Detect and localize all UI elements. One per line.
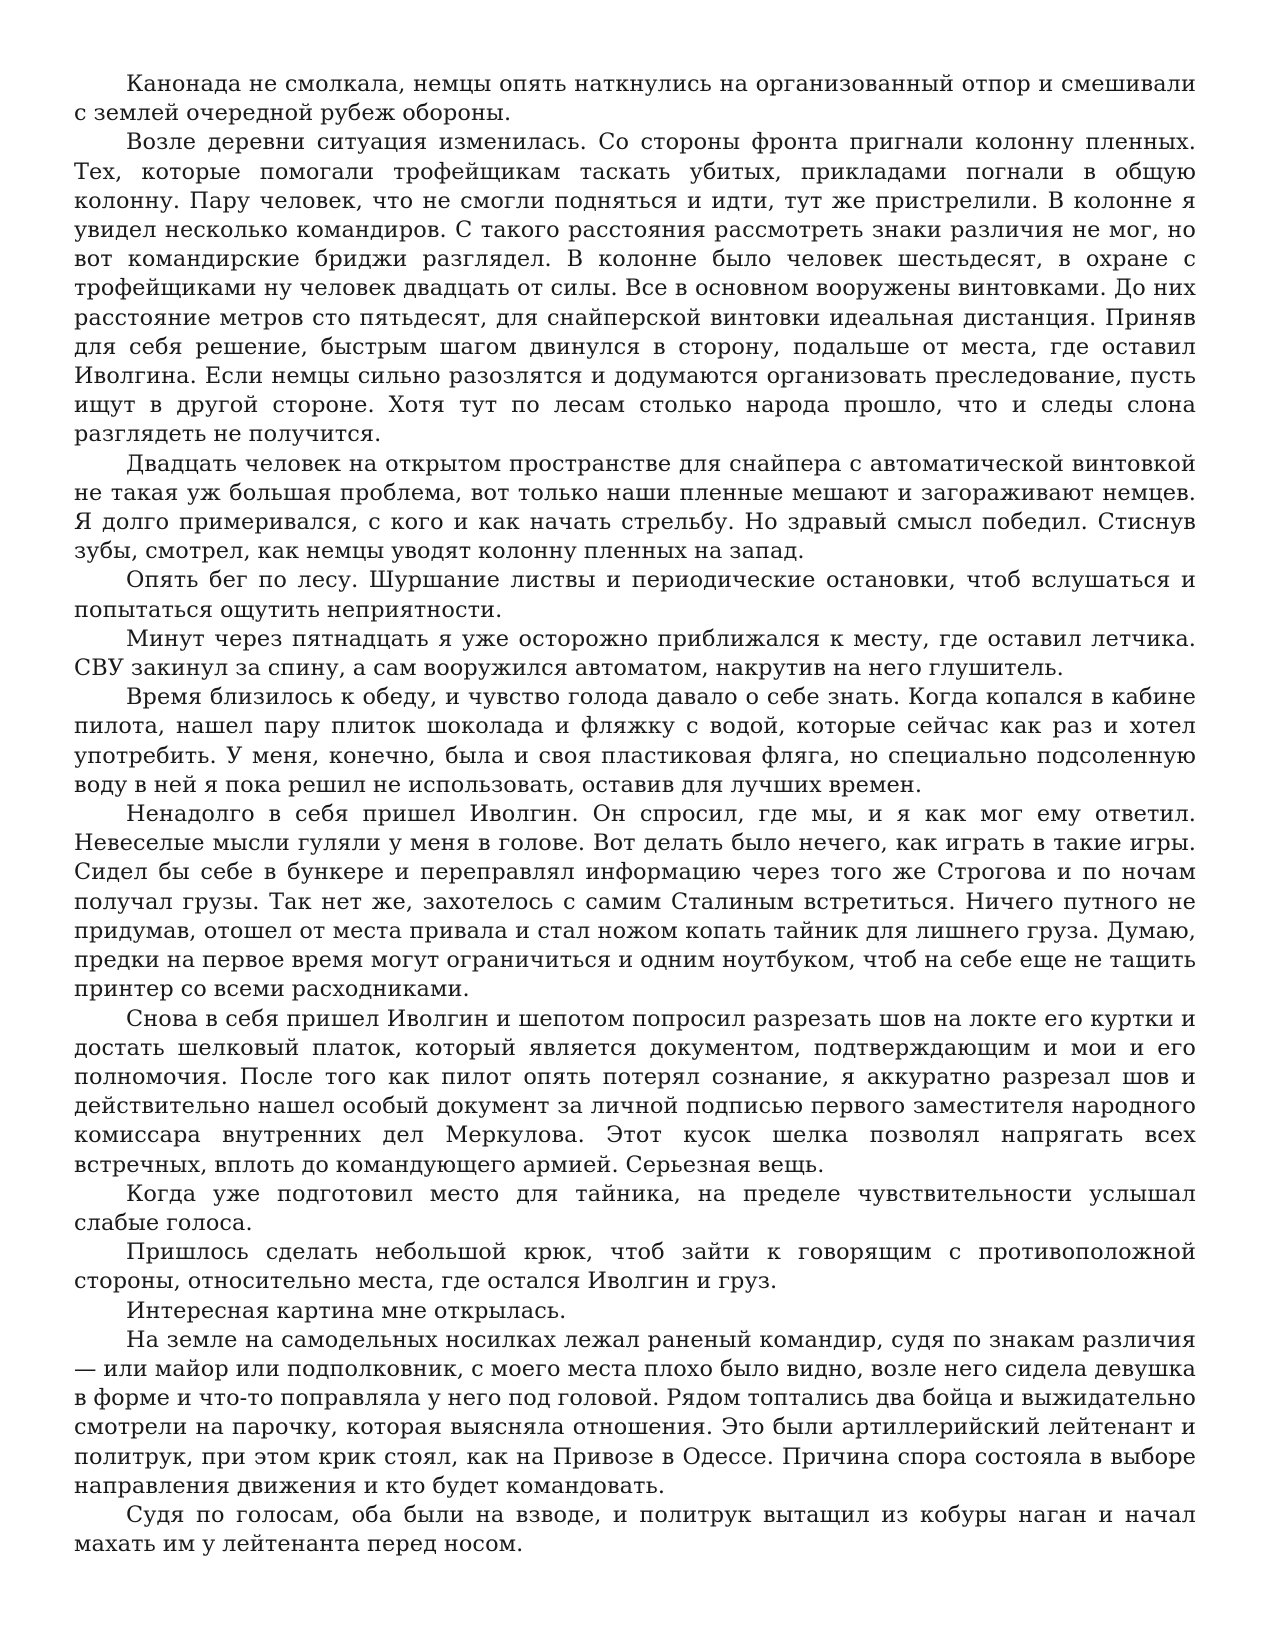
paragraph: Канонада не смолкала, немцы опять наткнулись на организованный отпор и смешивали с землей очередной рубеж обороны.: [74, 71, 1196, 127]
paragraph: Судя по голосам, оба были на взводе, и политрук вытащил из кобуры наган и начал махать им у лейтенанта перед носом.: [74, 1501, 1196, 1558]
paragraph: Двадцать человек на открытом пространстве для снайпера с автоматической винтовкой не такая уж большая проблема, вот только наши пленные мешают и загораживают немцев. Я долго примеривался, с кого и как начать стрельбу. Но здравый смысл победил. Стиснув зубы, смотрел, как немцы уводят колонну пленных на запад.: [74, 450, 1196, 565]
paragraph: Снова в себя пришел Иволгин и шепотом попросил разрезать шов на локте его куртки и достать шелковый платок, который является документом, подтверждающим и мои и его полномочия. После того как пилот опять потерял сознание, я аккуратно разрезал шов и действительно нашел особый документ за личной подписью первого заместителя народного комиссара внутренних дел Меркулова. Этот кусок шелка позволял напрягать всех встречных, вплоть до командующего армией. Серьезная вещь.: [74, 1005, 1196, 1178]
paragraph: Когда уже подготовил место для тайника, на пределе чувствительности услышал слабые голоса.: [74, 1180, 1196, 1236]
document-page: [74, 70, 1196, 1559]
paragraph: Ненадолго в себя пришел Иволгин. Он спросил, где мы, и я как мог ему ответил. Невеселые мысли гуляли у меня в голове. Вот делать было нечего, как играть в такие игры. Сидел бы себе в бункере и переправлял информацию через того же Строгова и по ночам получал грузы. Так нет же, захотелось с самим Сталиным встретиться. Ничего путного не придумав, отошел от места привала и стал ножом копать тайник для лишнего груза. Думаю, предки на первое время могут ограничиться и одним ноутбуком, чтоб на себе еще не тащить принтер со всеми расходниками.: [74, 801, 1196, 1003]
paragraph: Минут через пятнадцать я уже осторожно приближался к месту, где оставил летчика. СВУ закинул за спину, а сам вооружился автоматом, накрутив на него глушитель.: [74, 625, 1196, 682]
paragraph: Время близилось к обеду, и чувство голода давало о себе знать. Когда копался в кабине пилота, нашел пару плиток шоколада и фляжку с водой, которые сейчас как раз и хотел употребить. У меня, конечно, была и своя пластиковая фляга, но специально подсоленную воду в ней я пока решил не использовать, оставив для лучших времен.: [74, 684, 1196, 798]
paragraph: Опять бег по лесу. Шуршание листвы и периодические остановки, чтоб вслушаться и попытаться ощутить неприятности.: [74, 567, 1196, 623]
paragraph: На земле на самодельных носилках лежал раненый командир, судя по знакам различия — или майор или подполковник, с моего места плохо было видно, возле него сидела девушка в форме и что-то поправляла у него под головой. Рядом топтались два бойца и выжидательно смотрели на парочку, которая выясняла отношения. Это были артиллерийский лейтенант и политрук, при этом крик стоял, как на Привозе в Одессе. Причина спора состояла в выборе направления движения и кто будет командовать.: [74, 1326, 1196, 1499]
paragraph: Пришлось сделать небольшой крюк, чтоб зайти к говорящим с противоположной стороны, относительно места, где остался Иволгин и груз.: [74, 1239, 1196, 1295]
paragraph: Возле деревни ситуация изменилась. Со стороны фронта пригнали колонну пленных. Тех, которые помогали трофейщикам таскать убитых, прикладами погнали в общую колонну. Пару человек, что не смогли подняться и идти, тут же пристрелили. В колонне я увидел несколько командиров. С такого расстояния рассмотреть знаки различия не мог, но вот командирские бриджи разглядел. В колонне было человек шестьдесят, в охране с трофейщиками ну человек двадцать от силы. Все в основном вооружены винтовками. До них расстояние метров сто пятьдесят, для снайперской винтовки идеальная дистанция. Приняв для себя решение, быстрым шагом двинулся в сторону, подальше от места, где оставил Иволгина. Если немцы сильно разозлятся и додумаются организовать преследование, пусть ищут в другой стороне. Хотя тут по лесам столько народа прошло, что и следы слона разглядеть не получится.: [74, 129, 1196, 448]
paragraph: Интересная картина мне открылась.: [126, 1297, 567, 1324]
